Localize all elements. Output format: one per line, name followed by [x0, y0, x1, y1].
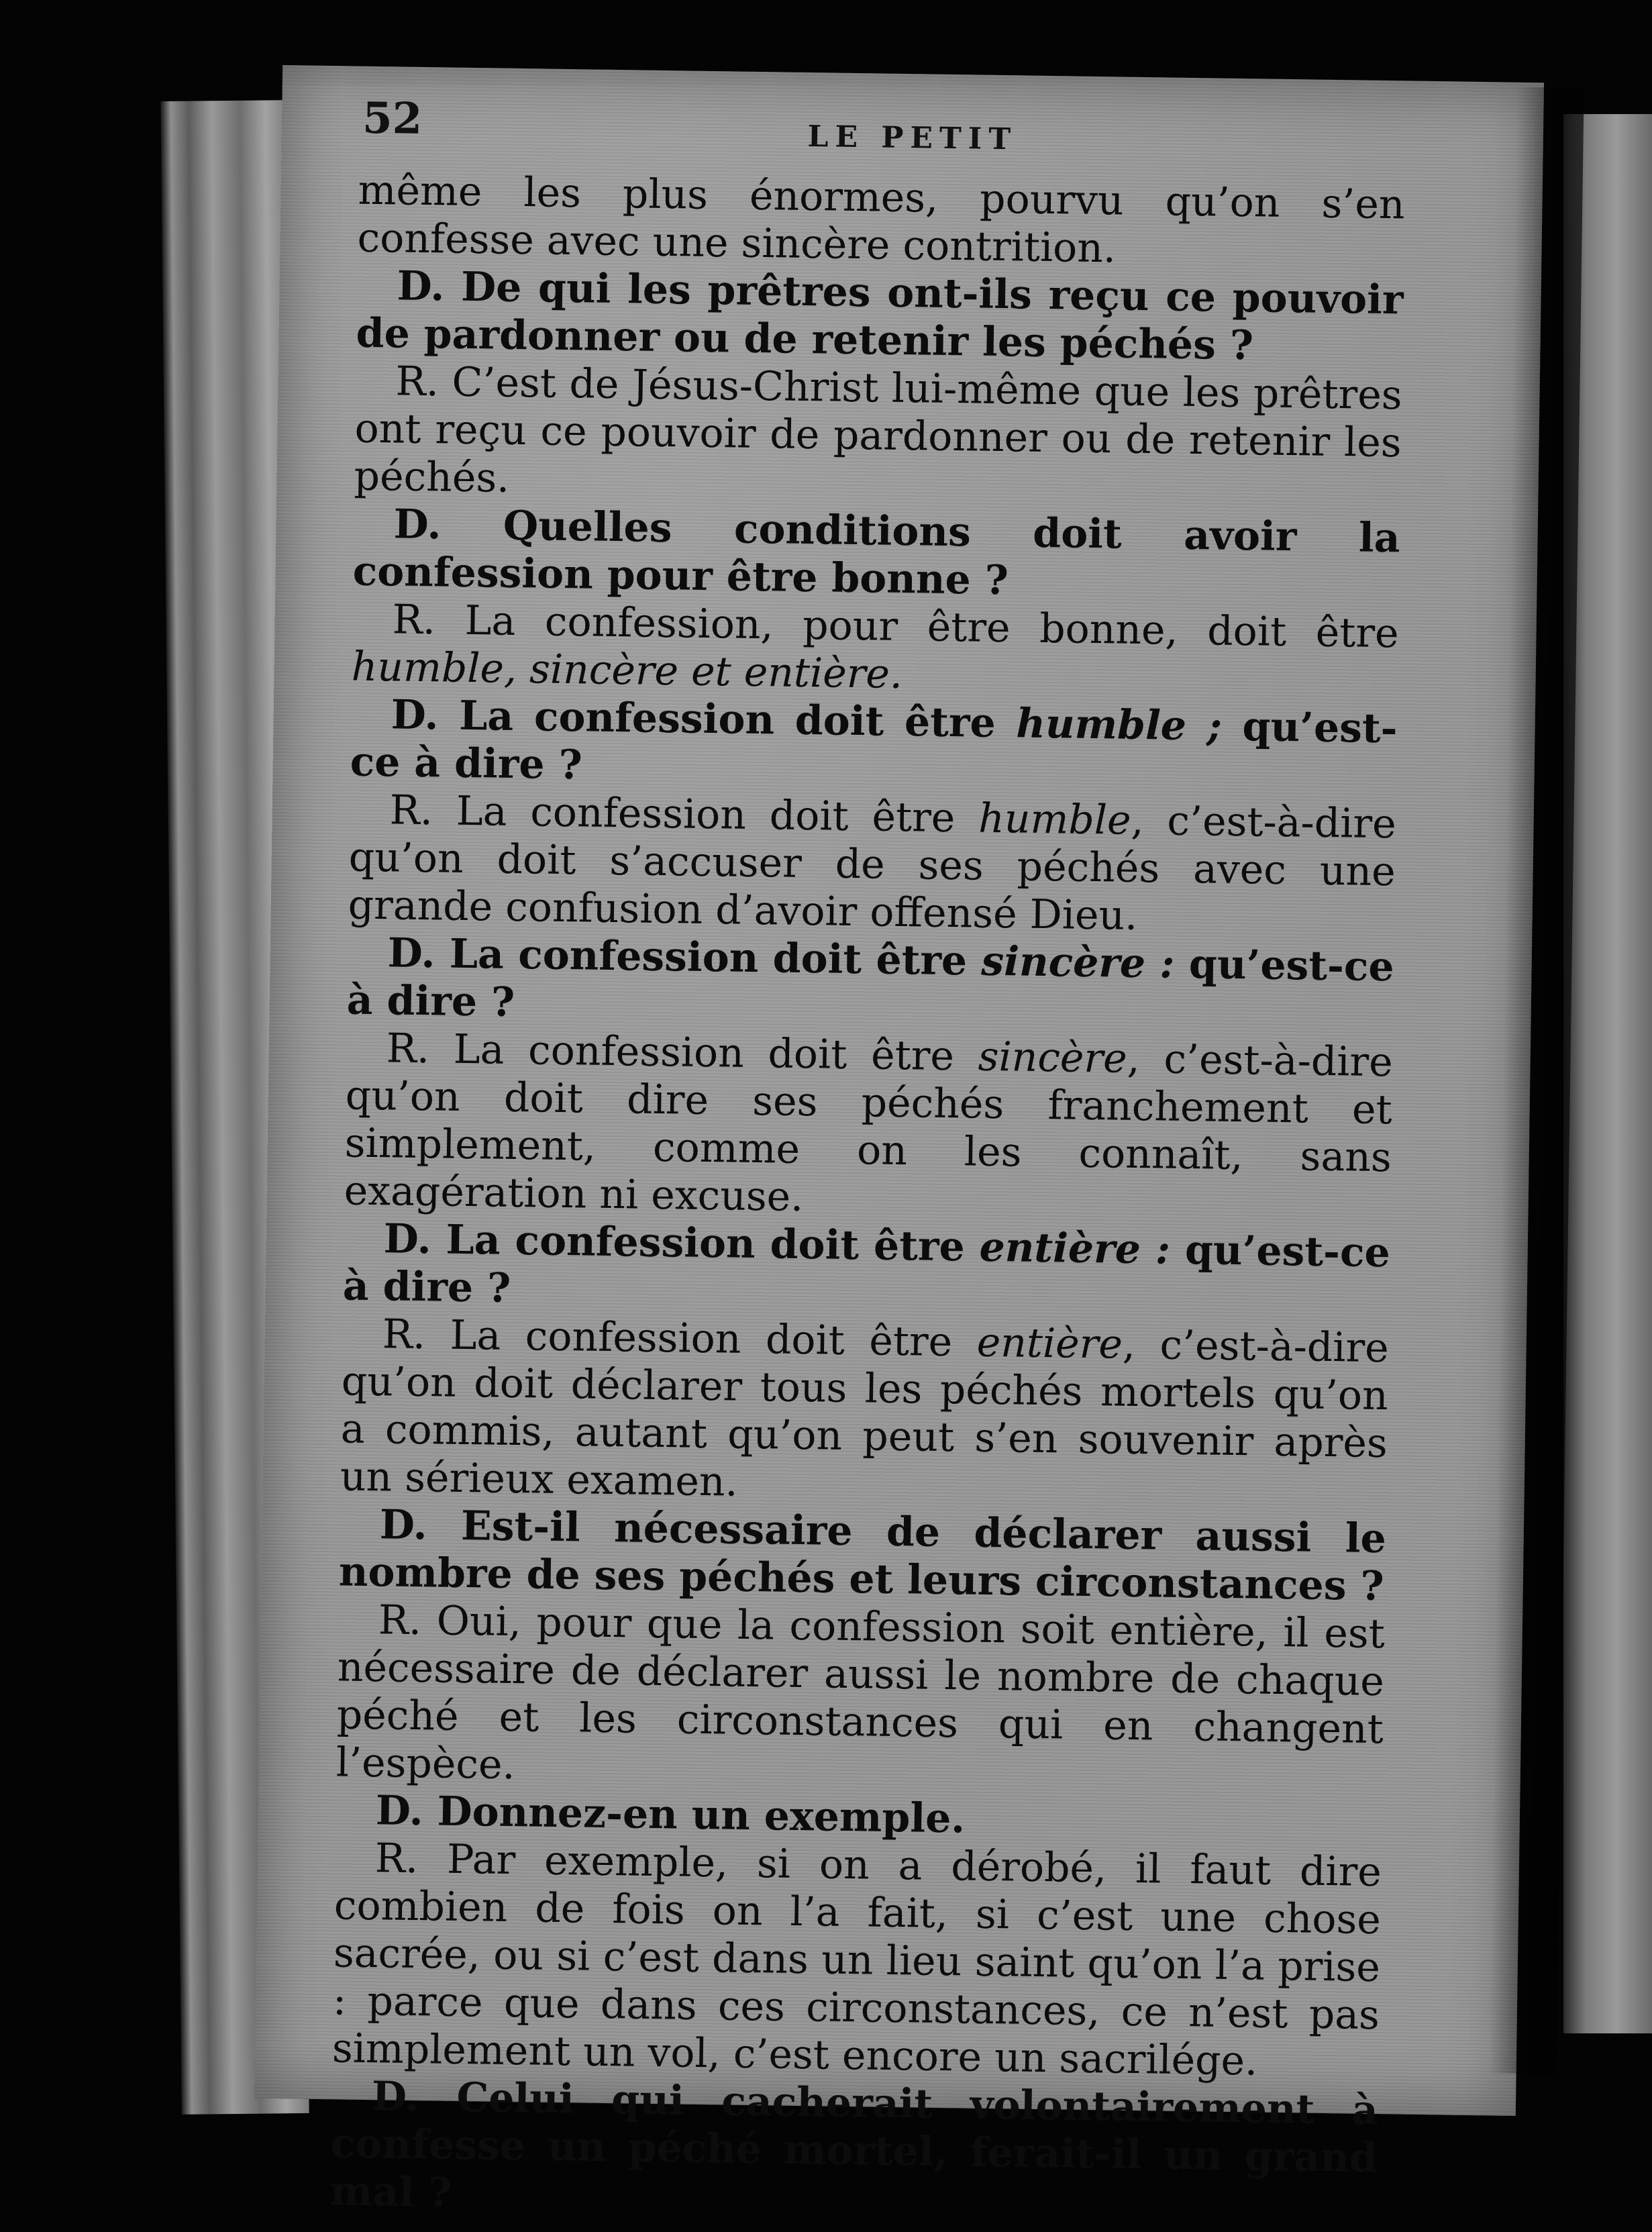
answer-paragraph [348, 787, 1396, 944]
question-paragraph [330, 2072, 1379, 2230]
text-segment: R. Oui, pour que la confession soit entière, il est nécessaire de déclarer aussi le nombre de chaque péché et les circonstances qui en changent l’espèce. [335, 1596, 1386, 1789]
text-segment: R. La confession doit être [382, 1311, 978, 1366]
text-segment: D. Celui qui cacherait volontairement à confesse un péché mortel, ferait-il un grand mal ? [329, 2073, 1379, 2217]
text-segment: R. La confession doit être [386, 1025, 979, 1080]
text-segment: qu’est-ce à dire ? [342, 1226, 1391, 1312]
answer-paragraph [351, 596, 1399, 706]
text-segment: qu’est-ce à dire ? [346, 940, 1395, 1026]
text-segment: R. La confession, pour être bonne, doit être [392, 596, 1400, 658]
italic-text-segment: entière [976, 1319, 1123, 1368]
text-segment: , c’est-à-dire qu’on doit dire ses péchés franchement et simplement, comme on les connaît, sans exagération ni excuse. [344, 1035, 1394, 1221]
question-paragraph [342, 1215, 1390, 1325]
continued-paragraph [357, 167, 1405, 277]
text-segment: R. La confession doit être [389, 787, 979, 842]
text-segment: R. C’est de Jésus-Christ lui-même que les prêtres ont reçu ce pouvoir de pardonner ou de retenir les péchés. [354, 358, 1403, 502]
answer-paragraph [331, 1834, 1382, 2087]
italic-text-segment: sincère [978, 1033, 1128, 1082]
question-paragraph [350, 691, 1398, 801]
italic-text-segment: humble [978, 795, 1131, 844]
text-segment: D. Donnez-en un exemple. [375, 1787, 966, 1843]
text-segment: D. Est-il nécessaire de déclarer aussi le nombre de ses péchés et leurs circonstances ? [338, 1501, 1387, 1611]
page-number: 52 [362, 93, 423, 144]
text-segment: R. Par exemple, si on a dérobé, il faut dire combien de fois on l’a fait, si c’est une chose sacrée, ou si c’est dans un lieu saint qu’on l’a prise : parce que dans ces circonstances, ce n’est pas simplement un vol, c’est encore un sacrilége. [331, 1835, 1382, 2085]
question-paragraph [346, 929, 1394, 1039]
running-head: LE PETIT [807, 119, 1018, 157]
answer-paragraph [354, 358, 1402, 515]
answer-paragraph [335, 1596, 1385, 1801]
text-segment: D. De qui les prêtres ont-ils reçu ce pouvoir de pardonner ou de retenir les péchés ? [356, 262, 1404, 370]
italic-text-segment: humble, sincère et entière. [351, 643, 903, 699]
text-segment: D. La confession doit être [391, 691, 1017, 748]
book-page [254, 65, 1544, 2217]
answer-paragraph [344, 1024, 1393, 1229]
question-paragraph [352, 501, 1400, 611]
text-segment: D. La confession doit être [387, 929, 982, 985]
text-segment: qu’est-ce à dire ? [350, 703, 1398, 789]
text-segment: , c’est-à-dire qu’on doit déclarer tous les péchés mortels qu’on a commis, autant qu’on peut s’en souvenir après un sérieux examen. [340, 1321, 1390, 1506]
text-segment: même les plus énormes, pourvu qu’on s’en confesse avec une sincère contrition. [357, 166, 1405, 272]
italic-text-segment: entière : [979, 1223, 1171, 1274]
text-segment: , c’est-à-dire qu’on doit s’accuser de ses péchés avec une grande confusion d’avoir offensé Dieu. [348, 797, 1397, 940]
text-segment: D. Quelles conditions doit avoir la confession pour être bonne ? [352, 501, 1401, 605]
answer-paragraph [340, 1310, 1389, 1515]
text-segment: D. La confession doit être [383, 1215, 980, 1271]
italic-text-segment: sincère : [980, 937, 1176, 988]
italic-text-segment: humble ; [1015, 700, 1223, 750]
question-paragraph [356, 262, 1404, 372]
question-paragraph [338, 1501, 1386, 1611]
page-body-text [330, 167, 1405, 2230]
